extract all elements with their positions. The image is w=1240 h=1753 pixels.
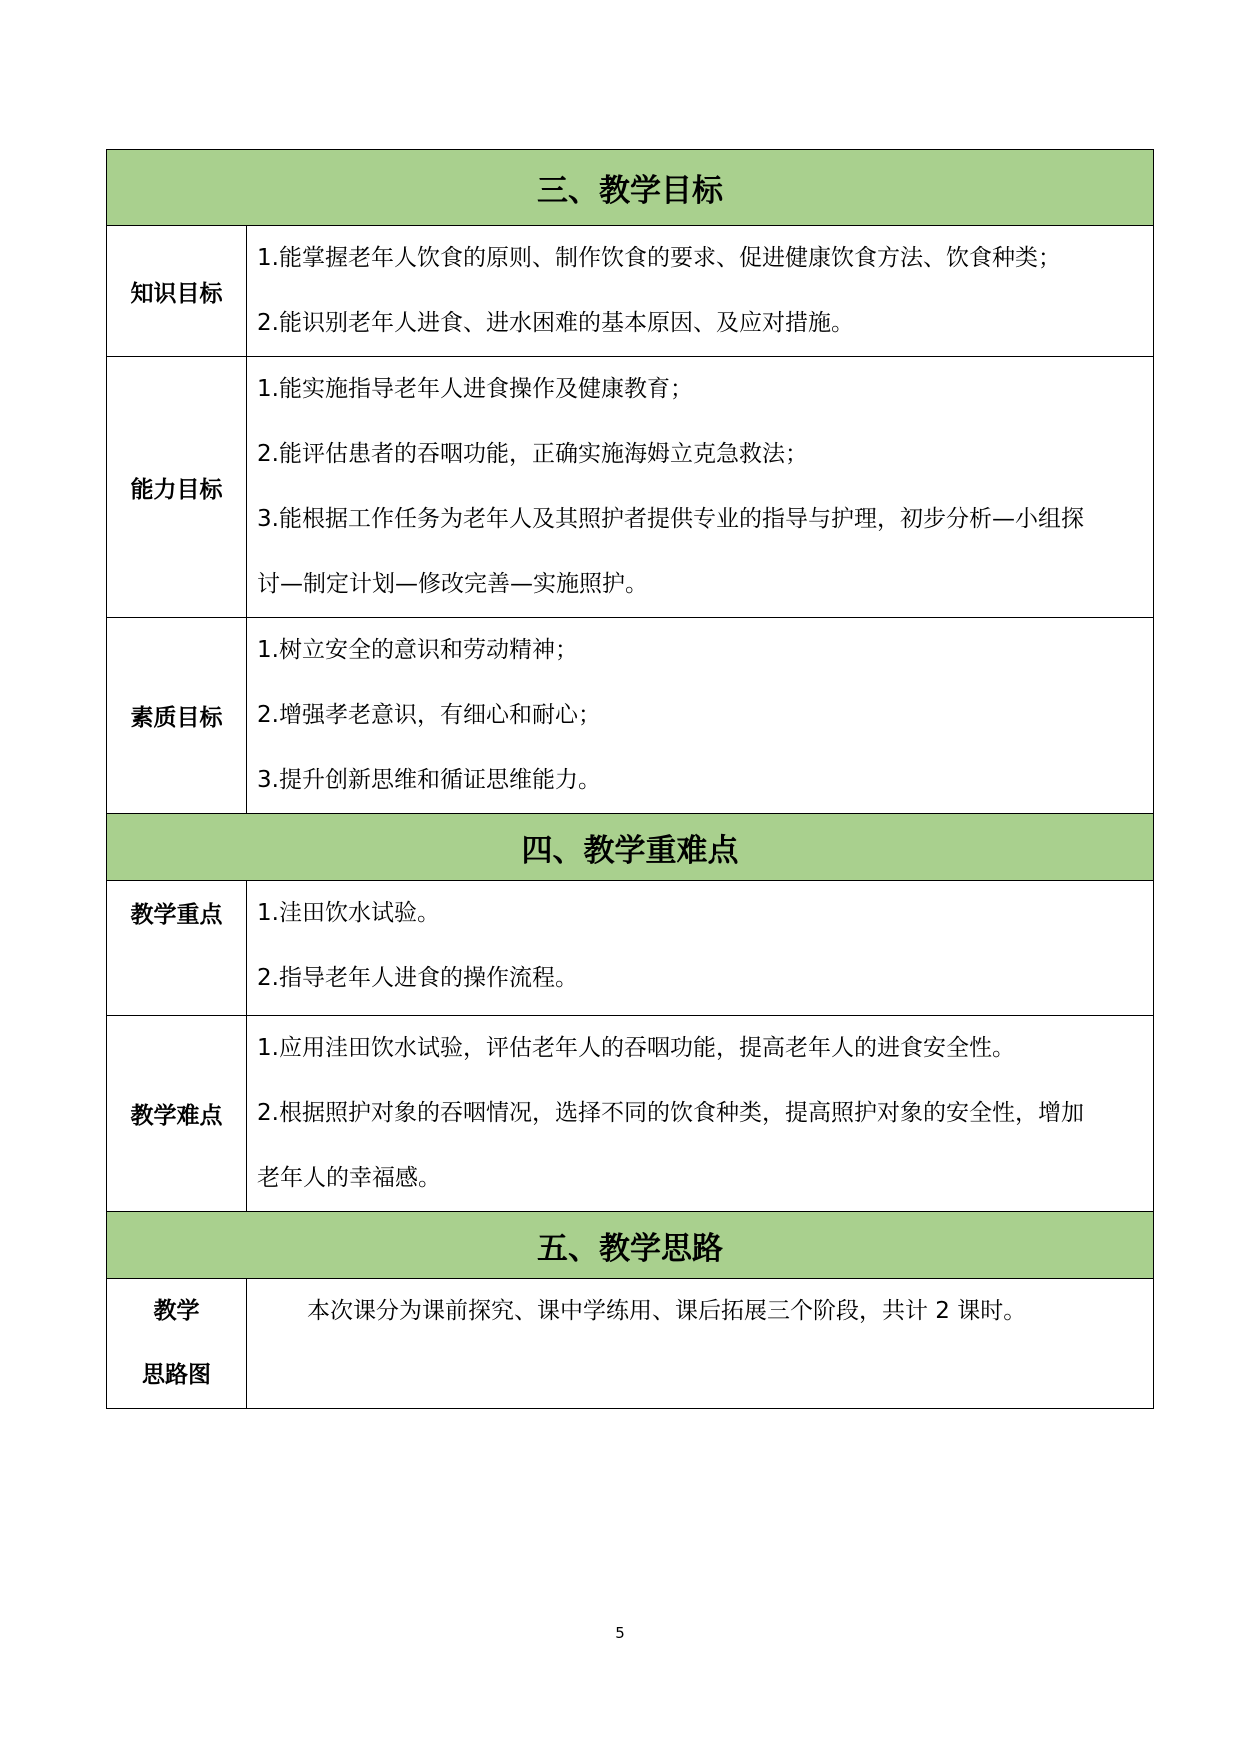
quality-line-3: 3.提升创新思维和循证思维能力。 <box>257 767 601 793</box>
key-point-label: 教学重点 <box>107 881 247 1016</box>
difficulty-content <box>247 1016 1154 1212</box>
key-point-line-2: 2.指导老年人进食的操作流程。 <box>257 965 578 991</box>
difficulty-line-3: 老年人的幸福感。 <box>257 1165 441 1191</box>
knowledge-objective-label: 知识目标 <box>107 226 247 357</box>
knowledge-objective-content <box>247 226 1154 357</box>
ability-line-3: 3.能根据工作任务为老年人及其照护者提供专业的指导与护理，初步分析—小组探 <box>257 506 1084 532</box>
section-title-teaching-objectives: 三、教学目标 <box>107 150 1154 226</box>
knowledge-line-2: 2.能识别老年人进食、进水困难的基本原因、及应对措施。 <box>257 310 854 336</box>
ability-line-1: 1.能实施指导老年人进食操作及健康教育； <box>257 376 693 402</box>
quality-objective-label: 素质目标 <box>107 618 247 814</box>
ability-objective-label: 能力目标 <box>107 357 247 618</box>
quality-objective-content <box>247 618 1154 814</box>
ability-line-4: 讨—制定计划—修改完善—实施照护。 <box>257 571 648 597</box>
quality-line-1: 1.树立安全的意识和劳动精神； <box>257 637 578 663</box>
teaching-plan-table <box>106 149 1154 1409</box>
key-point-line-1: 1.洼田饮水试验。 <box>257 900 440 926</box>
difficulty-label: 教学难点 <box>107 1016 247 1212</box>
approach-label <box>107 1279 247 1409</box>
page-number: 5 <box>615 1624 625 1642</box>
approach-label-line-1: 教学 <box>153 1298 200 1324</box>
difficulty-line-2: 2.根据照护对象的吞咽情况，选择不同的饮食种类，提高照护对象的安全性，增加 <box>257 1100 1084 1126</box>
approach-content <box>247 1279 1154 1409</box>
ability-objective-content <box>247 357 1154 618</box>
section-title-key-points: 四、教学重难点 <box>107 814 1154 881</box>
section-title-teaching-approach: 五、教学思路 <box>107 1212 1154 1279</box>
approach-label-line-2: 思路图 <box>142 1362 211 1388</box>
ability-line-2: 2.能评估患者的吞咽功能，正确实施海姆立克急救法； <box>257 441 808 467</box>
quality-line-2: 2.增强孝老意识，有细心和耐心； <box>257 702 601 728</box>
difficulty-line-1: 1.应用洼田饮水试验，评估老年人的吞咽功能，提高老年人的进食安全性。 <box>257 1035 1015 1061</box>
key-point-content <box>247 881 1154 1016</box>
approach-text: 本次课分为课前探究、课中学练用、课后拓展三个阶段，共计 2 课时。 <box>307 1298 1027 1324</box>
knowledge-line-1: 1.能掌握老年人饮食的原则、制作饮食的要求、促进健康饮食方法、饮食种类； <box>257 245 1061 271</box>
